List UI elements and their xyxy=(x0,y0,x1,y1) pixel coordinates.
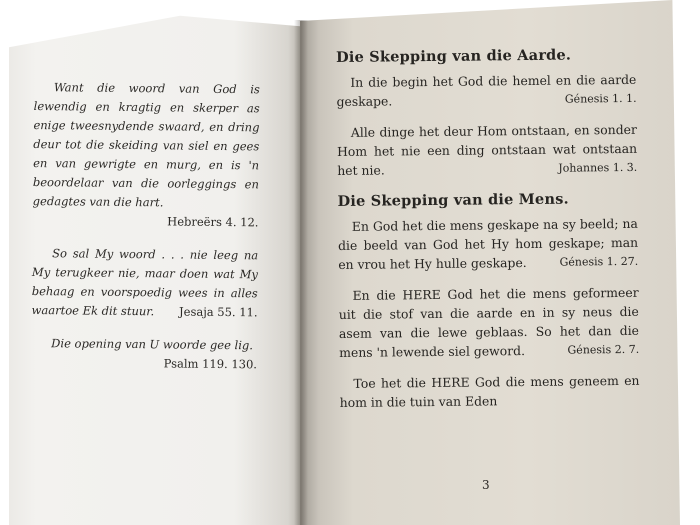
passage-reference: Hebreërs 4. 12. xyxy=(167,214,259,230)
verse-reference: Johannes 1. 3. xyxy=(558,160,638,175)
verse-text: In die begin het God die hemel en die aarde geskape. xyxy=(336,71,637,109)
verse-genesis-1-27 xyxy=(338,214,639,274)
heading-creation-of-man: Die Skepping van die Mens. xyxy=(337,190,569,210)
verse-reference: Génesis 1. 27. xyxy=(559,254,639,269)
verse-text: Alle dinge het deur Hom ontstaan, en sonder Hom het nie een ding ontstaan wat ontstaan het nie. xyxy=(337,121,638,178)
passage-text: So sal My woord . . . nie leeg na My terugkeer nie, maar doen wat My behaag en voorspoedig wees in alles waartoe Ek dit stuur. xyxy=(31,246,259,319)
right-page-text xyxy=(336,45,640,424)
verse-text: En die HERE God het die mens geformeer uit die stof van die aarde en in sy neus die asem van die lewe geblaas. So het dan die mens 'n lewende siel geword. xyxy=(338,284,640,360)
passage-hebrews xyxy=(32,78,260,232)
verse-genesis-2-7 xyxy=(338,283,639,362)
verse-reference: Génesis 2. 7. xyxy=(567,342,640,357)
passage-reference: Psalm 119. 130. xyxy=(163,356,258,372)
verse-john-1-3 xyxy=(337,120,638,180)
passage-text: Die opening van U woorde gee lig. xyxy=(51,336,254,353)
book-gutter xyxy=(294,20,308,525)
verse-genesis-1-1 xyxy=(336,70,636,111)
verse-text: En God het die mens geskape na sy beeld; na die beeld van God het Hy hom geskape; man en vrou het Hy hulle geskape. xyxy=(337,215,639,272)
left-page-text xyxy=(31,78,260,388)
passage-psalm xyxy=(31,334,257,374)
passage-isaiah xyxy=(31,244,258,322)
heading-creation-of-earth: Die Skepping van die Aarde. xyxy=(336,46,572,66)
verse-reference: Génesis 1. 1. xyxy=(564,91,637,106)
verse-text: Toe het die HERE God die mens geneem en hom in die tuin van Eden xyxy=(339,372,640,410)
page-number: 3 xyxy=(482,478,490,492)
passage-reference: Jesaja 55. 11. xyxy=(179,304,258,320)
verse-genesis-2-15-partial xyxy=(339,371,639,412)
passage-text: Want die woord van God is lewendig en kragtig en skerper as enige tweesnydende swaard, en dring deur tot die skeiding van siel en gees en van gewrigte en murg, en is 'n beoordelaar van die oorleggings en gedagtes van die hart. xyxy=(32,80,260,210)
